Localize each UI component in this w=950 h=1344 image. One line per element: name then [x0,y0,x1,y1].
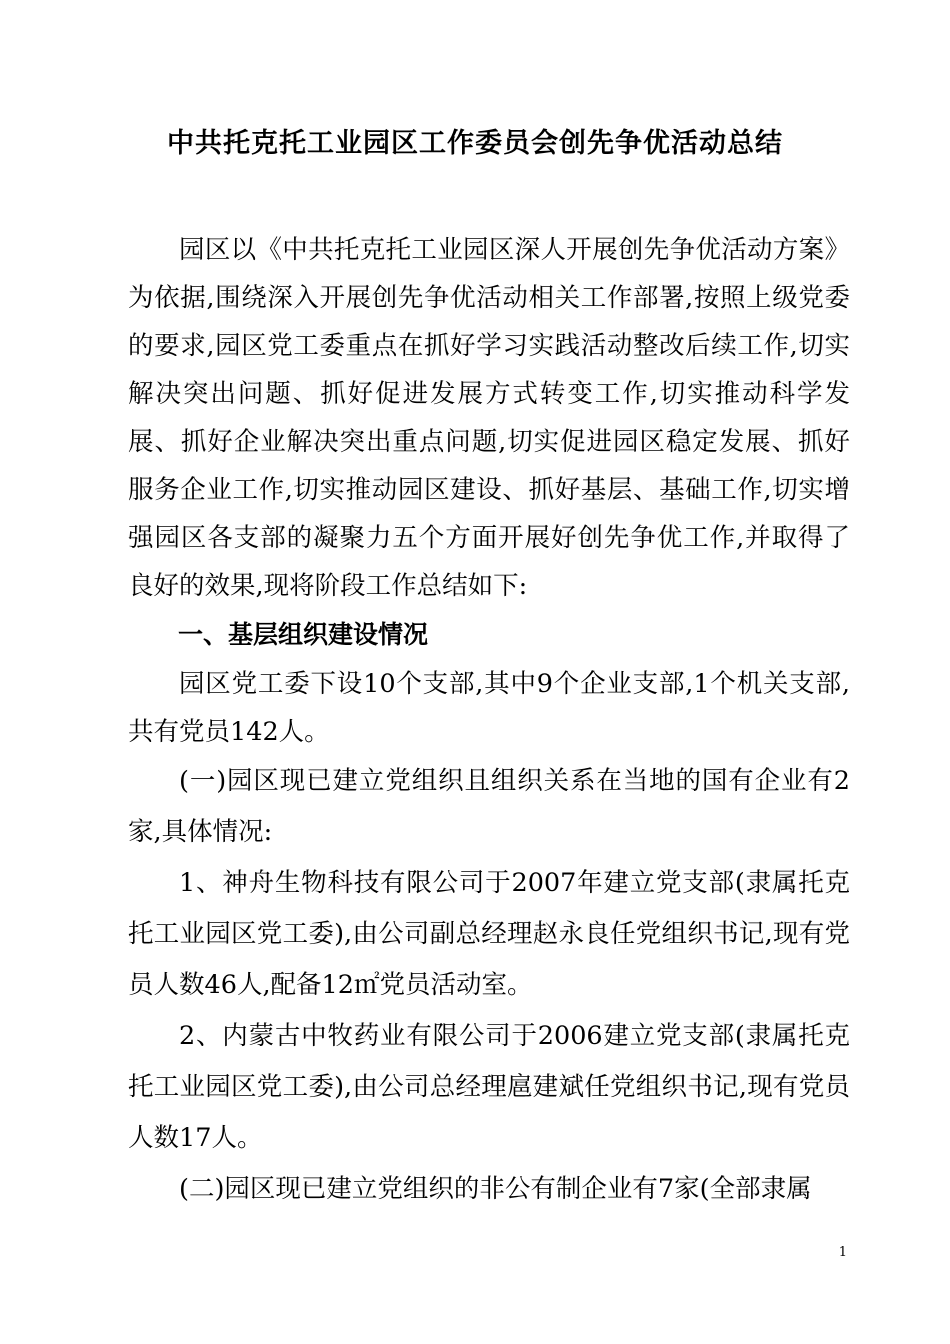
body-paragraph: 2、内蒙古中牧药业有限公司于2006建立党支部(隶属托克托工业园区党工委),由公司总经理扈建斌任党组织书记,现有党员人数17人。 [128,1021,850,1153]
section-heading: 一、基层组织建设情况 [178,620,429,649]
document-body [128,226,850,1215]
page-number: 1 [838,1245,847,1260]
body-paragraph: (一)园区现已建立党组织且组织关系在当地的国有企业有2家,具体情况: [128,766,850,847]
body-paragraph: 1、神舟生物科技有限公司于2007年建立党支部(隶属托克托工业园区党工委),由公司副总经理赵永良任党组织书记,现有党员人数46人,配备12㎡党员活动室。 [128,868,850,1000]
body-paragraph: 园区党工委下设10个支部,其中9个企业支部,1个机关支部,共有党员142人。 [128,669,850,747]
intro-paragraph: 园区以《中共托克托工业园区深人开展创先争优活动方案》为依据,围绕深入开展创先争优活动相关工作部署,按照上级党委的要求,园区党工委重点在抓好学习实践活动整改后续工作,切实解决突出问题、抓好促进发展方式转变工作,切实推动科学发展、抓好企业解决突出重点问题,切实促进园区稳定发展、抓好服务企业工作,切实推动园区建设、抓好基层、基础工作,切实增强园区各支部的凝聚力五个方面开展好创先争优工作,并取得了良好的效果,现将阶段工作总结如下: [128,235,850,601]
body-paragraph: (二)园区现已建立党组织的非公有制企业有7家(全部隶属 [179,1174,812,1204]
document-title: 中共托克托工业园区工作委员会创先争优活动总结 [167,128,783,159]
